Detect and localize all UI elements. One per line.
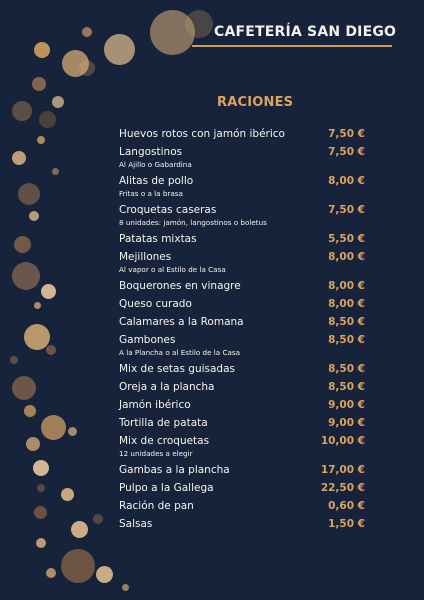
menu-item	[119, 146, 366, 175]
menu-item-text	[119, 316, 244, 328]
menu-item-price: 8,00 €	[328, 280, 365, 292]
bokeh-dot	[71, 521, 88, 538]
menu-item-price: 9,00 €	[328, 399, 365, 411]
menu-item-text	[119, 334, 240, 357]
menu-item-text	[119, 464, 230, 476]
menu-item-price: 8,00 €	[328, 175, 365, 187]
bokeh-dot	[39, 111, 56, 128]
bokeh-dot	[122, 584, 129, 591]
menu-item-name: Mejillones	[119, 251, 172, 263]
menu-item-name: Mix de croquetas	[119, 435, 210, 447]
bokeh-dot	[46, 345, 56, 355]
menu-item-price: 8,00 €	[328, 298, 365, 310]
menu-item-text	[119, 399, 191, 411]
menu-item-text	[119, 175, 193, 198]
bokeh-dot	[46, 568, 56, 578]
menu-item	[119, 381, 366, 399]
menu-item-text	[119, 435, 209, 458]
bokeh-dot	[37, 136, 45, 144]
section-title: RACIONES	[217, 95, 294, 110]
menu-item-subtext: Fritas o a la brasa	[119, 189, 183, 198]
bokeh-dot	[24, 324, 50, 350]
page-title: CAFETERÍA SAN DIEGO	[214, 24, 397, 40]
menu-item	[119, 334, 366, 363]
bokeh-dot	[10, 356, 18, 364]
menu-item-name: Boquerones en vinagre	[119, 280, 241, 292]
bokeh-dot	[79, 60, 95, 76]
bokeh-dot	[33, 460, 49, 476]
menu-item-subtext: 8 unidades: jamón, langostinos o boletus	[119, 218, 267, 227]
bokeh-dot	[14, 236, 31, 253]
menu-item-name: Salsas	[119, 518, 153, 530]
bokeh-dot	[34, 506, 47, 519]
menu-item	[119, 363, 366, 381]
menu-item-price: 7,50 €	[328, 146, 365, 158]
menu-item-name: Gambones	[119, 334, 176, 346]
bokeh-dot	[32, 77, 46, 91]
menu-item-name: Queso curado	[119, 298, 192, 310]
menu-list	[119, 128, 366, 536]
menu-item-price: 5,50 €	[328, 233, 365, 245]
menu-item-subtext: 12 unidades a elegir	[119, 449, 193, 458]
menu-item-text	[119, 233, 197, 245]
bokeh-dot	[34, 42, 50, 58]
bokeh-dot	[82, 27, 92, 37]
bokeh-dot	[185, 10, 213, 38]
menu-item-price: 9,00 €	[328, 417, 365, 429]
bokeh-dot	[18, 183, 40, 205]
menu-item-name: Patatas mixtas	[119, 233, 197, 245]
menu-item-name: Langostinos	[119, 146, 183, 158]
header-divider	[192, 45, 392, 47]
bokeh-dot	[29, 211, 39, 221]
menu-item	[119, 298, 366, 316]
menu-item	[119, 316, 366, 334]
menu-item-price: 7,50 €	[328, 204, 365, 216]
menu-item-name: Croquetas caseras	[119, 204, 217, 216]
menu-item-text	[119, 251, 226, 274]
menu-item	[119, 128, 366, 146]
menu-item-price: 8,00 €	[328, 251, 365, 263]
menu-item-text	[119, 518, 152, 530]
menu-item-name: Calamares a la Romana	[119, 316, 244, 328]
menu-item-price: 10,00 €	[320, 435, 365, 447]
bokeh-dot	[96, 566, 113, 583]
menu-item	[119, 204, 366, 233]
menu-item	[119, 482, 366, 500]
menu-item-price: 8,50 €	[328, 363, 365, 375]
bokeh-dot	[41, 415, 66, 440]
menu-item-name: Mix de setas guisadas	[119, 363, 235, 375]
bokeh-dot	[12, 151, 26, 165]
bokeh-dot	[61, 549, 95, 583]
menu-item	[119, 280, 366, 298]
bokeh-dot	[12, 262, 40, 290]
menu-item-text	[119, 482, 214, 494]
menu-item-name: Oreja a la plancha	[119, 381, 215, 393]
menu-item-text	[119, 363, 235, 375]
menu-item	[119, 175, 366, 204]
menu-item-name: Ración de pan	[119, 500, 194, 512]
menu-item-text	[119, 381, 215, 393]
bokeh-dot	[36, 538, 46, 548]
bokeh-dot	[93, 514, 103, 524]
menu-item-price: 8,50 €	[328, 316, 365, 328]
bokeh-dot	[24, 405, 36, 417]
menu-item-price: 1,50 €	[328, 518, 365, 530]
menu-item-price: 7,50 €	[328, 128, 365, 140]
bokeh-dot	[37, 484, 45, 492]
menu-item	[119, 464, 366, 482]
menu-item-name: Jamón ibérico	[119, 399, 191, 411]
menu-item-text	[119, 417, 208, 429]
menu-item-text	[119, 298, 192, 310]
menu-item-text	[119, 204, 267, 227]
bokeh-dot	[61, 488, 74, 501]
menu-item-price: 8,50 €	[328, 334, 365, 346]
menu-item-subtext: Al vapor o al Estilo de la Casa	[119, 265, 226, 274]
menu-item	[119, 500, 366, 518]
bokeh-dot	[52, 168, 59, 175]
bokeh-dot	[26, 437, 40, 451]
menu-item	[119, 251, 366, 280]
menu-item	[119, 399, 366, 417]
menu-item-text	[119, 146, 192, 169]
bokeh-dot	[62, 50, 89, 77]
menu-item-price: 22,50 €	[320, 482, 365, 494]
menu-item-subtext: Al Ajillo o Gabardina	[119, 160, 192, 169]
menu-item	[119, 435, 366, 464]
menu-item	[119, 518, 366, 536]
menu-item-price: 0,60 €	[328, 500, 365, 512]
menu-item-name: Tortilla de patata	[119, 417, 208, 429]
menu-item-name: Gambas a la plancha	[119, 464, 230, 476]
menu-item-price: 8,50 €	[328, 381, 365, 393]
menu-item-name: Pulpo a la Gallega	[119, 482, 214, 494]
menu-item-text	[119, 280, 241, 292]
bokeh-dot	[68, 427, 77, 436]
menu-item-subtext: A la Plancha o al Estilo de la Casa	[119, 348, 241, 357]
menu-item-name: Alitas de pollo	[119, 175, 194, 187]
bokeh-dot	[12, 376, 36, 400]
bokeh-dot	[41, 284, 56, 299]
bokeh-dot	[150, 10, 195, 55]
bokeh-dot	[34, 302, 41, 309]
menu-item-name: Huevos rotos con jamón ibérico	[119, 128, 285, 140]
menu-item	[119, 233, 366, 251]
bokeh-dot	[104, 34, 135, 65]
menu-item-price: 17,00 €	[320, 464, 365, 476]
bokeh-dot	[52, 96, 64, 108]
menu-item	[119, 417, 366, 435]
menu-item-text	[119, 500, 194, 512]
bokeh-dot	[12, 101, 32, 121]
menu-item-text	[119, 128, 285, 140]
